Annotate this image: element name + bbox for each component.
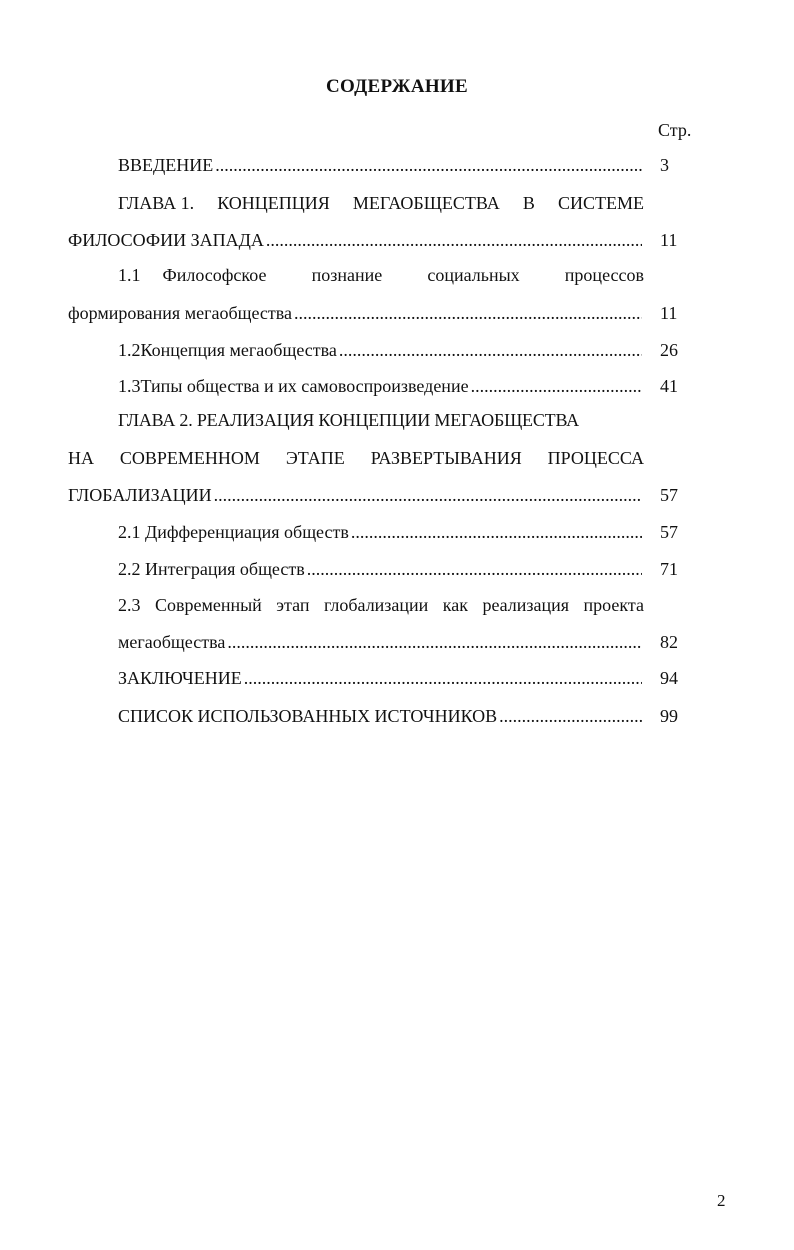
toc-entry-2-3-cont[interactable] [118,630,644,654]
toc-section-number: 1.3 [118,376,141,396]
toc-word: Философское [162,265,267,285]
toc-word: социальных [427,265,520,285]
leader-dots [339,338,642,362]
toc-word: ПРОЦЕССА [547,448,644,468]
toc-entry-text: 2.2 Интеграция обществ [118,559,305,579]
toc-page-number: 26 [660,340,678,360]
toc-word: ГЛАВА 1. [118,193,195,213]
leader-dots [227,630,642,654]
toc-word: реализация [482,595,570,615]
toc-entry-intro[interactable] [118,153,644,177]
toc-entry-chapter-2[interactable] [118,408,644,432]
toc-entry-text: СПИСОК ИСПОЛЬЗОВАННЫХ ИСТОЧНИКОВ [118,706,498,726]
toc-entry-text: формирования мегаобщества [68,303,293,323]
toc-entry-1-1-cont[interactable] [68,301,644,325]
toc-entry-2-2[interactable] [118,557,644,581]
toc-word: ЭТАПЕ [285,448,345,468]
toc-entry-chapter-2-cont2[interactable] [68,483,644,507]
toc-entry-text: ЗАКЛЮЧЕНИЕ [118,668,242,688]
toc-page-number: 3 [660,155,669,175]
toc-entry-text: Концепция мегаобщества [140,340,337,360]
leader-dots [307,557,642,581]
toc-word: СОВРЕМЕННОМ [119,448,260,468]
toc-word: как [442,595,468,615]
toc-entry-chapter-1-cont[interactable] [68,228,644,252]
toc-entry-conclusion[interactable] [118,666,644,690]
toc-entry-chapter-1[interactable] [118,191,644,215]
toc-word: 2.3 [118,595,141,615]
toc-entry-2-1[interactable] [118,520,644,544]
toc-entry-text: мегаобщества [118,632,226,652]
toc-section-number: 1.2 [118,340,141,360]
toc-word: В [522,193,535,213]
leader-dots [351,520,642,544]
leader-dots [471,374,642,398]
toc-word: НА [68,448,94,468]
toc-word: Современный [154,595,262,615]
toc-page-number: 41 [660,376,678,396]
toc-entry-1-1[interactable] [118,263,644,287]
toc-word: РАЗВЕРТЫВАНИЯ [370,448,522,468]
leader-dots [266,228,642,252]
leader-dots [215,153,642,177]
toc-page-number: 94 [660,668,678,688]
toc-entry-text: ФИЛОСОФИИ ЗАПАДА [68,230,264,250]
toc-entry-text: Типы общества и их самовоспроизведение [140,376,469,396]
toc-word: КОНЦЕПЦИЯ [217,193,330,213]
toc-page-number: 57 [660,485,678,505]
toc-word: познание [311,265,383,285]
toc-entry-text: 2.1 Дифференциация обществ [118,522,349,542]
leader-dots [294,301,642,325]
toc-entry-1-2[interactable] [118,338,644,362]
toc-entry-text: ГЛАВА 2. РЕАЛИЗАЦИЯ КОНЦЕПЦИИ МЕГАОБЩЕСТВА [118,410,579,430]
toc-word: этап [276,595,310,615]
toc-page-number: 99 [660,706,678,726]
toc-page-number: 11 [660,303,678,323]
toc-page-number: 11 [660,230,678,250]
toc-page-number: 71 [660,559,678,579]
toc-entry-chapter-2-cont[interactable] [68,446,644,470]
toc-entry-text: ГЛОБАЛИЗАЦИИ [68,485,212,505]
toc-word: СИСТЕМЕ [557,193,644,213]
toc-section-number: 1.1 [118,265,141,285]
toc-word: глобализации [323,595,429,615]
leader-dots [499,704,642,728]
toc-entry-sources[interactable] [118,704,644,728]
toc-word: процессов [564,265,644,285]
toc-entry-1-3[interactable] [118,374,644,398]
leader-dots [214,483,642,507]
toc-entry-2-3[interactable] [118,593,644,617]
leader-dots [244,666,642,690]
toc-page-number: 82 [660,632,678,652]
toc-word: проекта [583,595,644,615]
toc-entry-text: ВВЕДЕНИЕ [118,155,214,175]
toc-word: МЕГАОБЩЕСТВА [352,193,500,213]
page-number: 2 [717,1191,726,1210]
toc-page-number: 57 [660,522,678,542]
page-column-label: Стр. [658,120,692,140]
page-title: СОДЕРЖАНИЕ [326,76,468,97]
